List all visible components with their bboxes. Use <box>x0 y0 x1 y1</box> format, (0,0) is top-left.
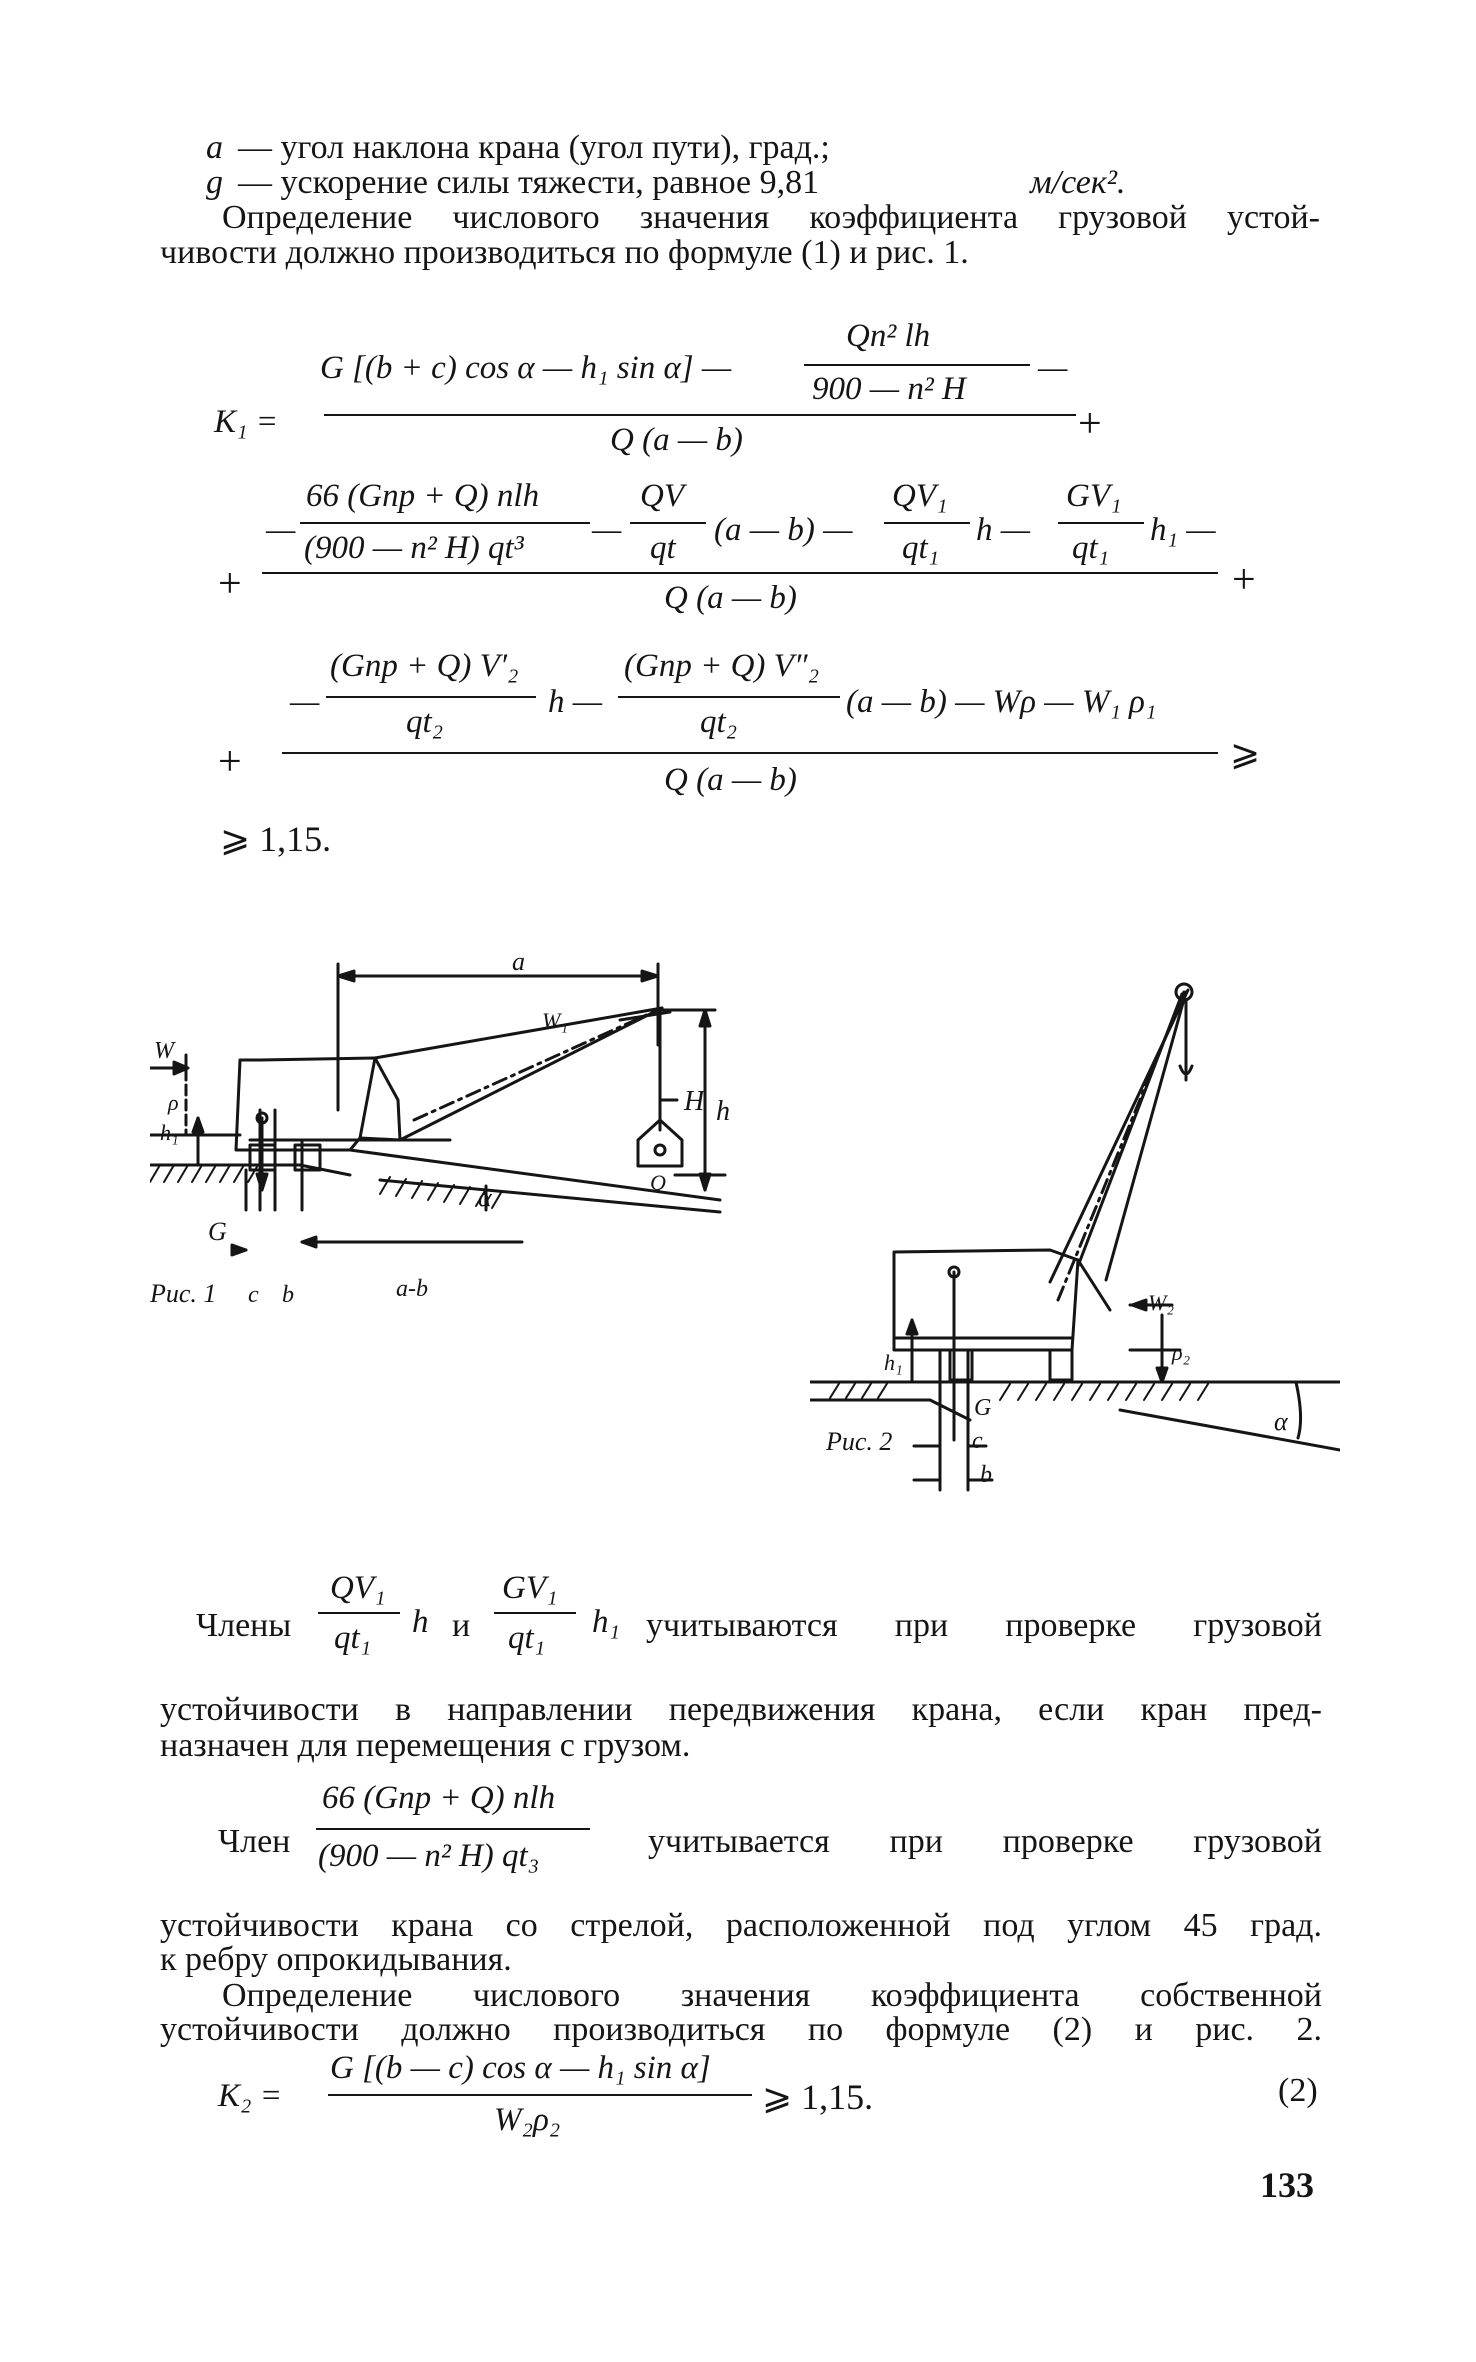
formula2-bar <box>328 2094 752 2096</box>
fig1-label-Q: Q <box>650 1170 666 1195</box>
formula1-term2-frac2-num: QV <box>640 478 684 514</box>
fig1-label-alpha: α <box>478 1183 492 1212</box>
legend-g-text: — ускорение силы тяжести, равное 9,81 <box>238 164 820 201</box>
legend-a-symbol: a <box>206 129 223 166</box>
formula1-term3-minus: — <box>290 684 320 720</box>
legend-a-text: — угол наклона крана (угол пути), град.; <box>238 129 830 166</box>
paragraph-2-line-1: Определение числового значения коэффициента собственной <box>222 1977 1322 2014</box>
formula1-term3-denominator: Q (a — b) <box>664 762 797 798</box>
formula1-term1-tail: — <box>1038 350 1068 386</box>
fig1-label-a: a <box>512 950 525 976</box>
figure-1-crane-diagram <box>150 950 750 1310</box>
formula1-term3-m1: h — <box>548 684 603 720</box>
members-word: Члены <box>196 1607 292 1644</box>
formula1-term2-frac1-num: 66 (Gпр + Q) nlh <box>306 478 540 514</box>
formula1-term2-frac3-num: QV₁ <box>892 478 948 514</box>
fig2-label-rho2: ρ₂ <box>1172 1340 1191 1365</box>
formula1-plus-2: + <box>1232 557 1256 603</box>
member-frac-c-num: 66 (Gпр + Q) nlh <box>322 1780 556 1816</box>
formula1-term3-frac1-den: qt₂ <box>406 704 444 740</box>
formula1-term2-denominator: Q (a — b) <box>664 580 797 616</box>
formula1-term2-frac2-bar <box>630 522 706 524</box>
fig1-caption: Рис. 1 <box>150 1279 217 1308</box>
members-frac-a-num: QV₁ <box>330 1570 386 1606</box>
formula1-term2-frac4-den: qt₁ <box>1072 530 1110 566</box>
fig2-label-h1: h₁ <box>884 1350 903 1375</box>
fig1-label-G: G <box>208 1217 227 1246</box>
formula2-lhs: K₂ = <box>218 2078 283 2114</box>
members-frac-b-num: GV₁ <box>502 1570 558 1606</box>
fig1-label-c: c <box>248 1282 259 1308</box>
formula1-lead-plus-2: + <box>218 561 242 607</box>
member-line-3: к ребру опрокидывания. <box>160 1941 512 1978</box>
member-rest: учитывается при проверке грузовой <box>648 1823 1322 1860</box>
formula1-term2-frac1-bar <box>300 522 590 524</box>
members-rest: учитываются при проверке грузовой <box>646 1607 1322 1644</box>
formula1-term2-frac2-den: qt <box>650 530 676 566</box>
formula1-term3-frac1-bar <box>326 696 536 698</box>
fig1-label-h1: h₁ <box>160 1120 179 1145</box>
member-frac-c-bar <box>316 1828 590 1830</box>
fig2-label-b: b <box>980 1462 992 1488</box>
formula1-term2-m4: h₁ — <box>1150 512 1216 548</box>
legend-g-symbol: g <box>206 164 223 201</box>
members-line-3: назначен для перемещения с грузом. <box>160 1727 691 1764</box>
formula1-geq: ⩾ <box>1230 733 1261 773</box>
formula1-term3-m2: (a — b) — Wρ — W₁ ρ₁ <box>846 684 1157 720</box>
formula1-lhs: K₁ = <box>214 404 279 440</box>
formula1-term1-frac-den: 900 — n² H <box>812 371 966 407</box>
member-word: Член <box>218 1823 291 1860</box>
formula1-lead-plus-3: + <box>218 739 242 785</box>
formula1-term3-frac2-num: (Gпр + Q) V″₂ <box>624 648 820 684</box>
formula1-term2-frac4-num: GV₁ <box>1066 478 1122 514</box>
members-frac-b-bar <box>494 1612 576 1614</box>
members-h1: h₁ <box>592 1604 620 1640</box>
formula1-term3-frac1-num: (Gпр + Q) V′₂ <box>330 648 519 684</box>
fig1-label-w: W <box>154 1038 174 1064</box>
formula1-term1-bar <box>324 414 1076 416</box>
formula2-denominator: W₂ρ₂ <box>494 2102 561 2138</box>
formula1-term2-frac1-den: (900 — n² H) qt³ <box>304 530 524 566</box>
formula1-term3-frac2-bar <box>618 696 840 698</box>
member-frac-c-den: (900 — n² H) qt₃ <box>318 1838 540 1874</box>
figure-2-crane-diagram <box>810 970 1340 1510</box>
fig1-label-ab: a-b <box>396 1276 428 1302</box>
fig2-caption: Рис. 2 <box>826 1427 893 1456</box>
formula1-term3-frac2-den: qt₂ <box>700 704 738 740</box>
formula1-term2-m1: — <box>592 512 622 548</box>
formula2-rhs: ⩾ 1,15. <box>762 2077 874 2117</box>
paragraph-2-line-2: устойчивости должно производиться по формуле (2) и рис. 2. <box>160 2011 1322 2048</box>
legend-g-unit: м/сек². <box>1030 164 1126 201</box>
fig1-label-h: h <box>716 1096 730 1127</box>
formula1-term2-m2: (a — b) — <box>714 512 853 548</box>
fig1-label-w1: W₁ <box>542 1008 568 1033</box>
fig1-label-H: H <box>684 1086 705 1117</box>
formula1-term1-frac-num: Qn² lh <box>846 318 931 354</box>
formula1-term2-m3: h — <box>976 512 1031 548</box>
formula1-term2-bar <box>262 572 1218 574</box>
fig2-label-c: c <box>972 1428 983 1454</box>
formula1-term1-frac-bar <box>804 364 1030 366</box>
fig2-label-G: G <box>974 1395 992 1421</box>
formula2-number: (2) <box>1278 2072 1318 2109</box>
paragraph-1-line-2: чивости должно производиться по формуле (1) и рис. 1. <box>160 234 969 271</box>
formula1-term3-bar <box>282 752 1218 754</box>
fig2-label-w2: W₂ <box>1148 1290 1174 1315</box>
fig1-label-b: b <box>282 1282 294 1308</box>
members-frac-b-den: qt₁ <box>508 1620 546 1656</box>
paragraph-1-line-1: Определение числового значения коэффициента грузовой устой- <box>222 199 1320 236</box>
members-frac-a-bar <box>318 1612 400 1614</box>
member-line-2: устойчивости крана со стрелой, расположенной под углом 45 град. <box>160 1907 1322 1944</box>
formula1-term2-frac4-bar <box>1058 522 1144 524</box>
page-number: 133 <box>1260 2165 1314 2205</box>
members-and: и <box>452 1607 471 1644</box>
formula1-term2-frac3-bar <box>884 522 970 524</box>
members-frac-a-den: qt₁ <box>334 1620 372 1656</box>
fig2-label-alpha: α <box>1274 1407 1288 1436</box>
formula1-term2-minus: — <box>266 512 296 548</box>
members-h: h <box>412 1604 429 1640</box>
formula1-tail: ⩾ 1,15. <box>220 819 332 859</box>
formula2-numerator: G [(b — c) cos α — h₁ sin α] <box>330 2050 711 2086</box>
fig1-label-rho: ρ <box>168 1090 179 1115</box>
formula1-term1-denominator: Q (a — b) <box>610 422 743 458</box>
formula1-term2-frac3-den: qt₁ <box>902 530 940 566</box>
members-line-2: устойчивости в направлении передвижения крана, если кран пред- <box>160 1691 1322 1728</box>
formula1-term1-numerator: G [(b + c) cos α — h₁ sin α] — <box>320 350 732 386</box>
formula1-plus-1: + <box>1078 401 1102 447</box>
